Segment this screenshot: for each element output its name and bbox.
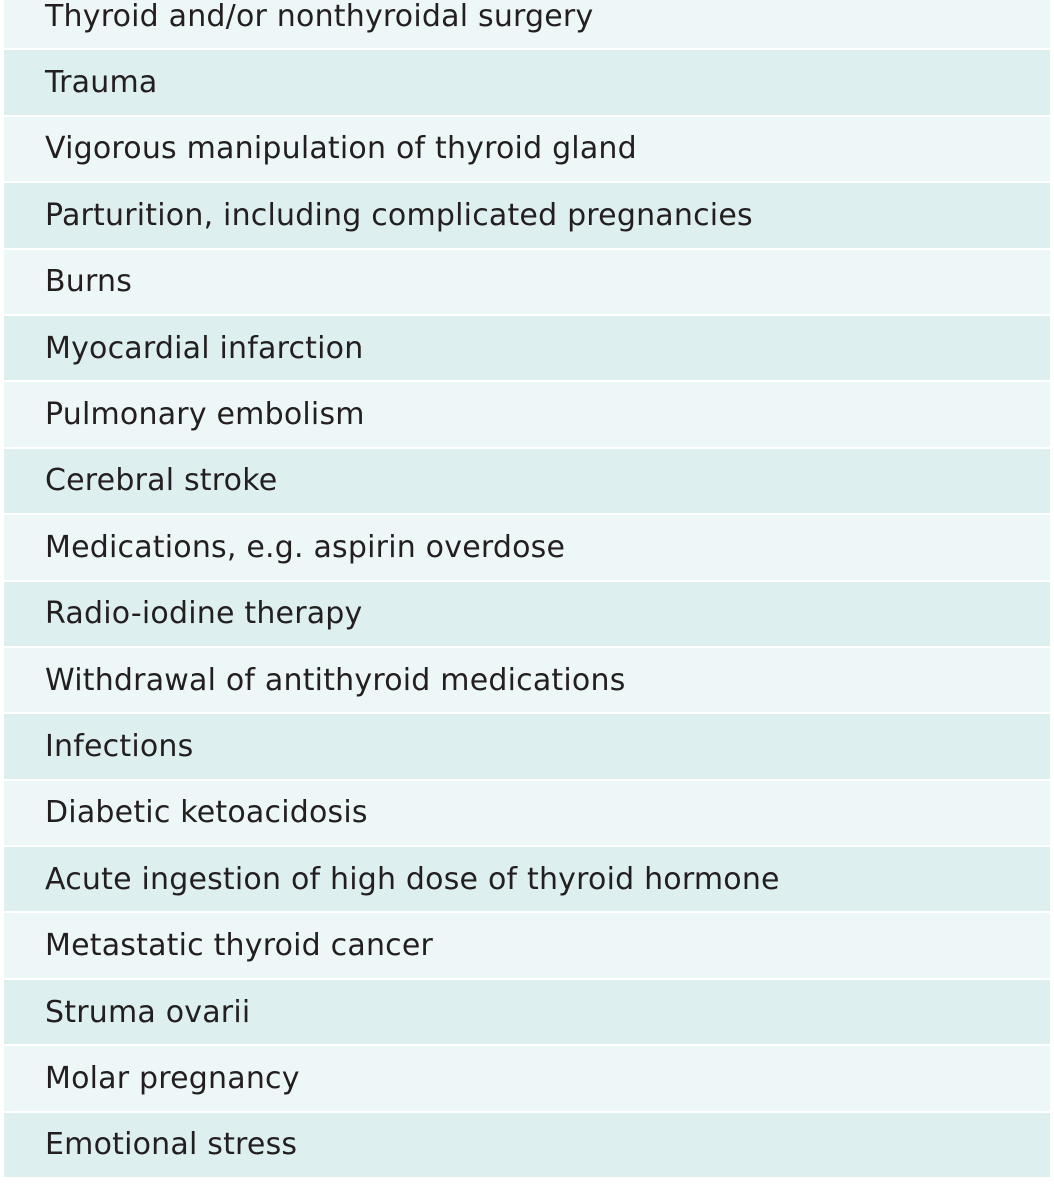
table-row: Infections [4, 714, 1050, 778]
table-row: Parturition, including complicated pregnancies [4, 183, 1050, 247]
precipitating-factors-table [4, 0, 1050, 1177]
table-row: Diabetic ketoacidosis [4, 781, 1050, 845]
table-row: Cerebral stroke [4, 449, 1050, 513]
table-row: Pulmonary embolism [4, 382, 1050, 446]
table-row: Molar pregnancy [4, 1046, 1050, 1110]
table-row: Metastatic thyroid cancer [4, 913, 1050, 977]
table-row: Vigorous manipulation of thyroid gland [4, 117, 1050, 181]
table-row: Withdrawal of antithyroid medications [4, 648, 1050, 712]
table-row: Struma ovarii [4, 980, 1050, 1044]
table-row: Radio-iodine therapy [4, 582, 1050, 646]
table-row: Emotional stress [4, 1113, 1050, 1177]
table-row: Medications, e.g. aspirin overdose [4, 515, 1050, 579]
table-row: Acute ingestion of high dose of thyroid hormone [4, 847, 1050, 911]
table-row: Myocardial infarction [4, 316, 1050, 380]
table-row: Trauma [4, 50, 1050, 114]
table-row: Burns [4, 250, 1050, 314]
table-row: Thyroid and/or nonthyroidal surgery [4, 0, 1050, 48]
